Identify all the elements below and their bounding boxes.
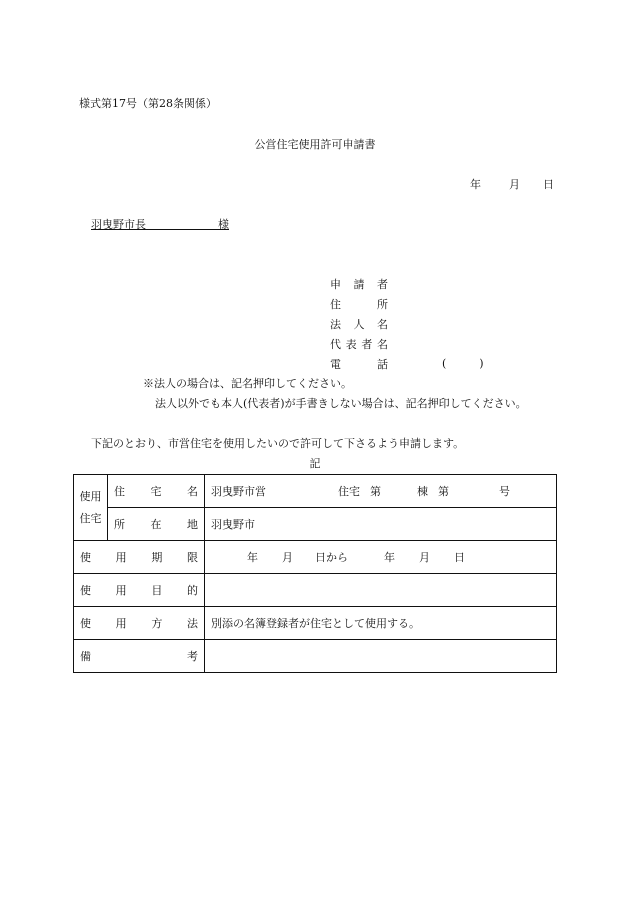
housing-name-value[interactable]: 羽曳野市営 住宅 第 棟 第 号 [205, 475, 557, 508]
addressee-name: 羽曳野市長 [91, 218, 146, 231]
application-table [73, 474, 557, 673]
date-line [470, 179, 554, 190]
applicant-label: 申請者 [330, 278, 388, 291]
table-row [74, 508, 557, 541]
address-label: 住所 [330, 298, 388, 311]
rep-name-label: 代表者名 [330, 338, 388, 351]
corp-name-label: 法人名 [330, 318, 388, 331]
addressee [91, 219, 229, 230]
table-row [74, 541, 557, 574]
purpose-value[interactable] [205, 574, 557, 607]
method-label: 使用方法 [74, 607, 205, 640]
phone-paren: ( ) [442, 357, 484, 370]
addressee-blank [146, 219, 218, 230]
date-day: 日 [543, 178, 554, 191]
ki-heading: 記 [309, 457, 321, 470]
addressee-suffix: 様 [218, 218, 229, 231]
remarks-label: 備考 [74, 640, 205, 673]
date-month: 月 [509, 178, 520, 191]
period-label: 使用期限 [74, 541, 205, 574]
purpose-label: 使用目的 [74, 574, 205, 607]
page-title: 公営住宅使用許可申請書 [254, 138, 376, 151]
housing-group-label: 使用 住宅 [74, 475, 108, 541]
location-label: 所在地 [108, 508, 205, 541]
note-corporation: ※法人の場合は、記名押印してください。 [143, 377, 352, 390]
phone-label: 電話 [330, 358, 388, 371]
remarks-value[interactable] [205, 640, 557, 673]
table-row [74, 640, 557, 673]
method-value[interactable]: 別添の名簿登録者が住宅として使用する。 [205, 607, 557, 640]
table-row [74, 475, 557, 508]
housing-name-label: 住宅名 [108, 475, 205, 508]
request-text: 下記のとおり、市営住宅を使用したいので許可して下さるよう申請します。 [91, 437, 465, 450]
date-year: 年 [470, 178, 481, 191]
table-row [74, 574, 557, 607]
form-number: 様式第17号（第28条関係） [79, 97, 217, 110]
note-seal: 法人以外でも本人(代表者)が手書きしない場合は、記名押印してください。 [155, 397, 527, 410]
location-value[interactable]: 羽曳野市 [205, 508, 557, 541]
period-value[interactable]: 年 月 日から 年 月 日 [205, 541, 557, 574]
table-row [74, 607, 557, 640]
